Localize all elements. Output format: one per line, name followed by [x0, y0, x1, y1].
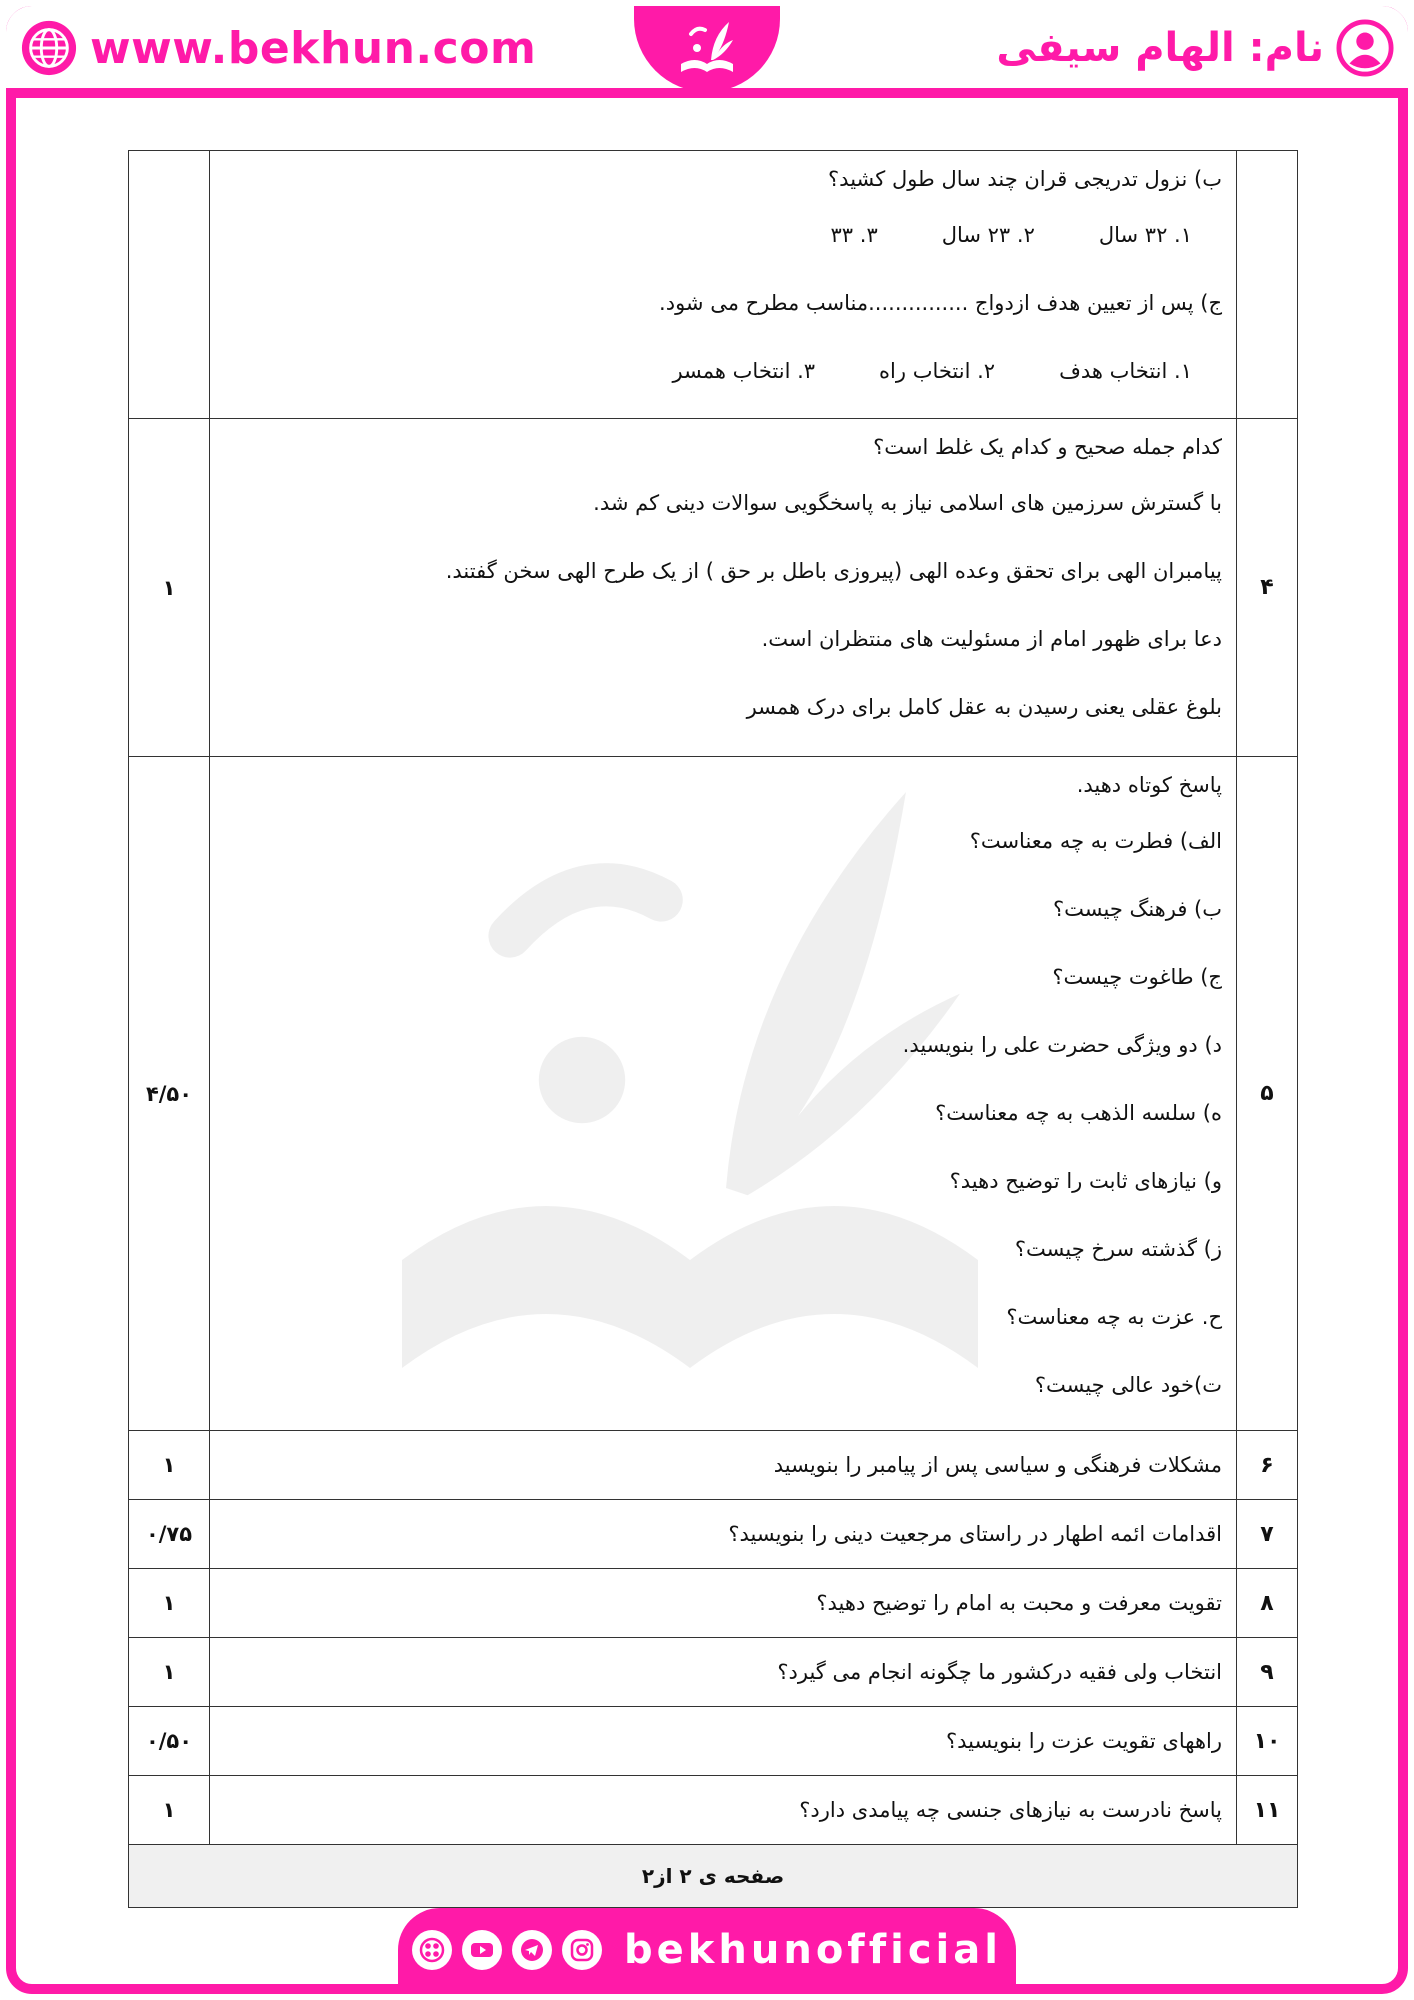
option: ۳. انتخاب همسر: [672, 359, 816, 383]
question-number: ۵: [1237, 757, 1298, 1431]
question-number: ۱۱: [1237, 1776, 1298, 1845]
question-number: ۷: [1237, 1500, 1298, 1569]
options-row: [220, 207, 1222, 275]
score-cell: ۰/۵۰: [129, 1707, 210, 1776]
youtube-icon[interactable]: [462, 1930, 502, 1970]
score-cell: ۴/۵۰: [129, 757, 210, 1431]
aparat-icon[interactable]: [412, 1930, 452, 1970]
question-line: ت)خود عالی چیست؟: [1034, 1373, 1222, 1397]
score-cell: ۰/۷۵: [129, 1500, 210, 1569]
table-row: [129, 757, 1298, 1431]
question-line: و) نیازهای ثابت را توضیح دهید؟: [949, 1169, 1222, 1193]
question-number: ۹: [1237, 1638, 1298, 1707]
table-row: [129, 1638, 1298, 1707]
option: ۲. انتخاب راه: [879, 359, 996, 383]
table-row: [129, 1569, 1298, 1638]
question-cell: [210, 757, 1237, 1431]
question-line: ج) پس از تعیین هدف ازدواج ...............مناسب مطرح می شود.: [659, 291, 1222, 315]
question-line: ج) طاغوت چیست؟: [1052, 965, 1222, 989]
student-name-text: نام: الهام سیفی: [996, 25, 1324, 71]
book-quill-icon: [667, 14, 747, 84]
question-cell: [210, 419, 1237, 757]
question-line: پیامبران الهی برای تحقق وعده الهی (پیروزی باطل بر حق ) از یک طرح الهی سخن گفتند.: [445, 559, 1222, 583]
question-line: با گسترش سرزمین های اسلامی نیاز به پاسخگویی سوالات دینی کم شد.: [593, 491, 1222, 515]
score-cell: ۱: [129, 1776, 210, 1845]
website-text: www.bekhun.com: [90, 22, 537, 74]
telegram-icon[interactable]: [512, 1930, 552, 1970]
header: [6, 6, 1408, 98]
question-cell: اقدامات ائمه اطهار در راستای مرجعیت دینی را بنویسید؟: [210, 1500, 1237, 1569]
question-cell: مشکلات فرهنگی و سیاسی پس از پیامبر را بنویسید: [210, 1431, 1237, 1500]
question-line: د) دو ویژگی حضرت علی را بنویسید.: [902, 1033, 1222, 1057]
score-cell: ۱: [129, 1431, 210, 1500]
question-number: ۴: [1237, 419, 1298, 757]
question-number: ۸: [1237, 1569, 1298, 1638]
question-line: ح. عزت به چه معناست؟: [1006, 1305, 1222, 1329]
score-cell: ۱: [129, 1638, 210, 1707]
table-row: [129, 1776, 1298, 1845]
options-row: [220, 343, 1222, 411]
question-cell: انتخاب ولی فقیه درکشور ما چگونه انجام می گیرد؟: [210, 1638, 1237, 1707]
question-line: کدام جمله صحیح و کدام یک غلط است؟: [873, 435, 1222, 459]
social-handle[interactable]: bekhunofficial: [624, 1927, 1002, 1973]
question-cell: تقویت معرفت و محبت به امام را توضیح دهید؟: [210, 1569, 1237, 1638]
question-number: ۱۰: [1237, 1707, 1298, 1776]
score-cell: ۱: [129, 419, 210, 757]
question-cell: [210, 151, 1237, 419]
website-link[interactable]: [20, 18, 536, 78]
question-line: ه) سلسه الذهب به چه معناست؟: [935, 1101, 1222, 1125]
option: ۱. انتخاب هدف: [1059, 359, 1192, 383]
option: ۳. ۳۳: [830, 223, 878, 247]
question-cell: پاسخ نادرست به نیازهای جنسی چه پیامدی دارد؟: [210, 1776, 1237, 1845]
question-line: ز) گذشته سرخ چیست؟: [1014, 1237, 1222, 1261]
student-name: [996, 18, 1394, 78]
question-line: بلوغ عقلی یعنی رسیدن به عقل کامل برای درک همسر: [746, 695, 1222, 719]
question-cell: راههای تقویت عزت را بنویسید؟: [210, 1707, 1237, 1776]
page-number: صفحه ی ۲ از۲: [129, 1845, 1298, 1908]
question-number: ۶: [1237, 1431, 1298, 1500]
table-row: [129, 419, 1298, 757]
social-bar: [398, 1908, 1016, 1992]
question-number: [1237, 151, 1298, 419]
page-footer-row: [129, 1845, 1298, 1908]
question-line: ب) نزول تدریجی قران چند سال طول کشید؟: [828, 167, 1222, 191]
score-cell: [129, 151, 210, 419]
table-row: [129, 1431, 1298, 1500]
table-row: [129, 1500, 1298, 1569]
question-line: ب) فرهنگ چیست؟: [1053, 897, 1222, 921]
option: ۱. ۳۲ سال: [1098, 223, 1192, 247]
score-cell: ۱: [129, 1569, 210, 1638]
exam-table: [128, 150, 1298, 1908]
instagram-icon[interactable]: [562, 1930, 602, 1970]
question-line: الف) فطرت به چه معناست؟: [969, 829, 1222, 853]
user-icon: [1336, 19, 1394, 77]
table-row: [129, 151, 1298, 419]
option: ۲. ۲۳ سال: [941, 223, 1035, 247]
globe-icon: [20, 19, 78, 77]
question-line: دعا برای ظهور امام از مسئولیت های منتظران است.: [761, 627, 1222, 651]
table-row: [129, 1707, 1298, 1776]
question-line: پاسخ کوتاه دهید.: [1076, 773, 1222, 797]
